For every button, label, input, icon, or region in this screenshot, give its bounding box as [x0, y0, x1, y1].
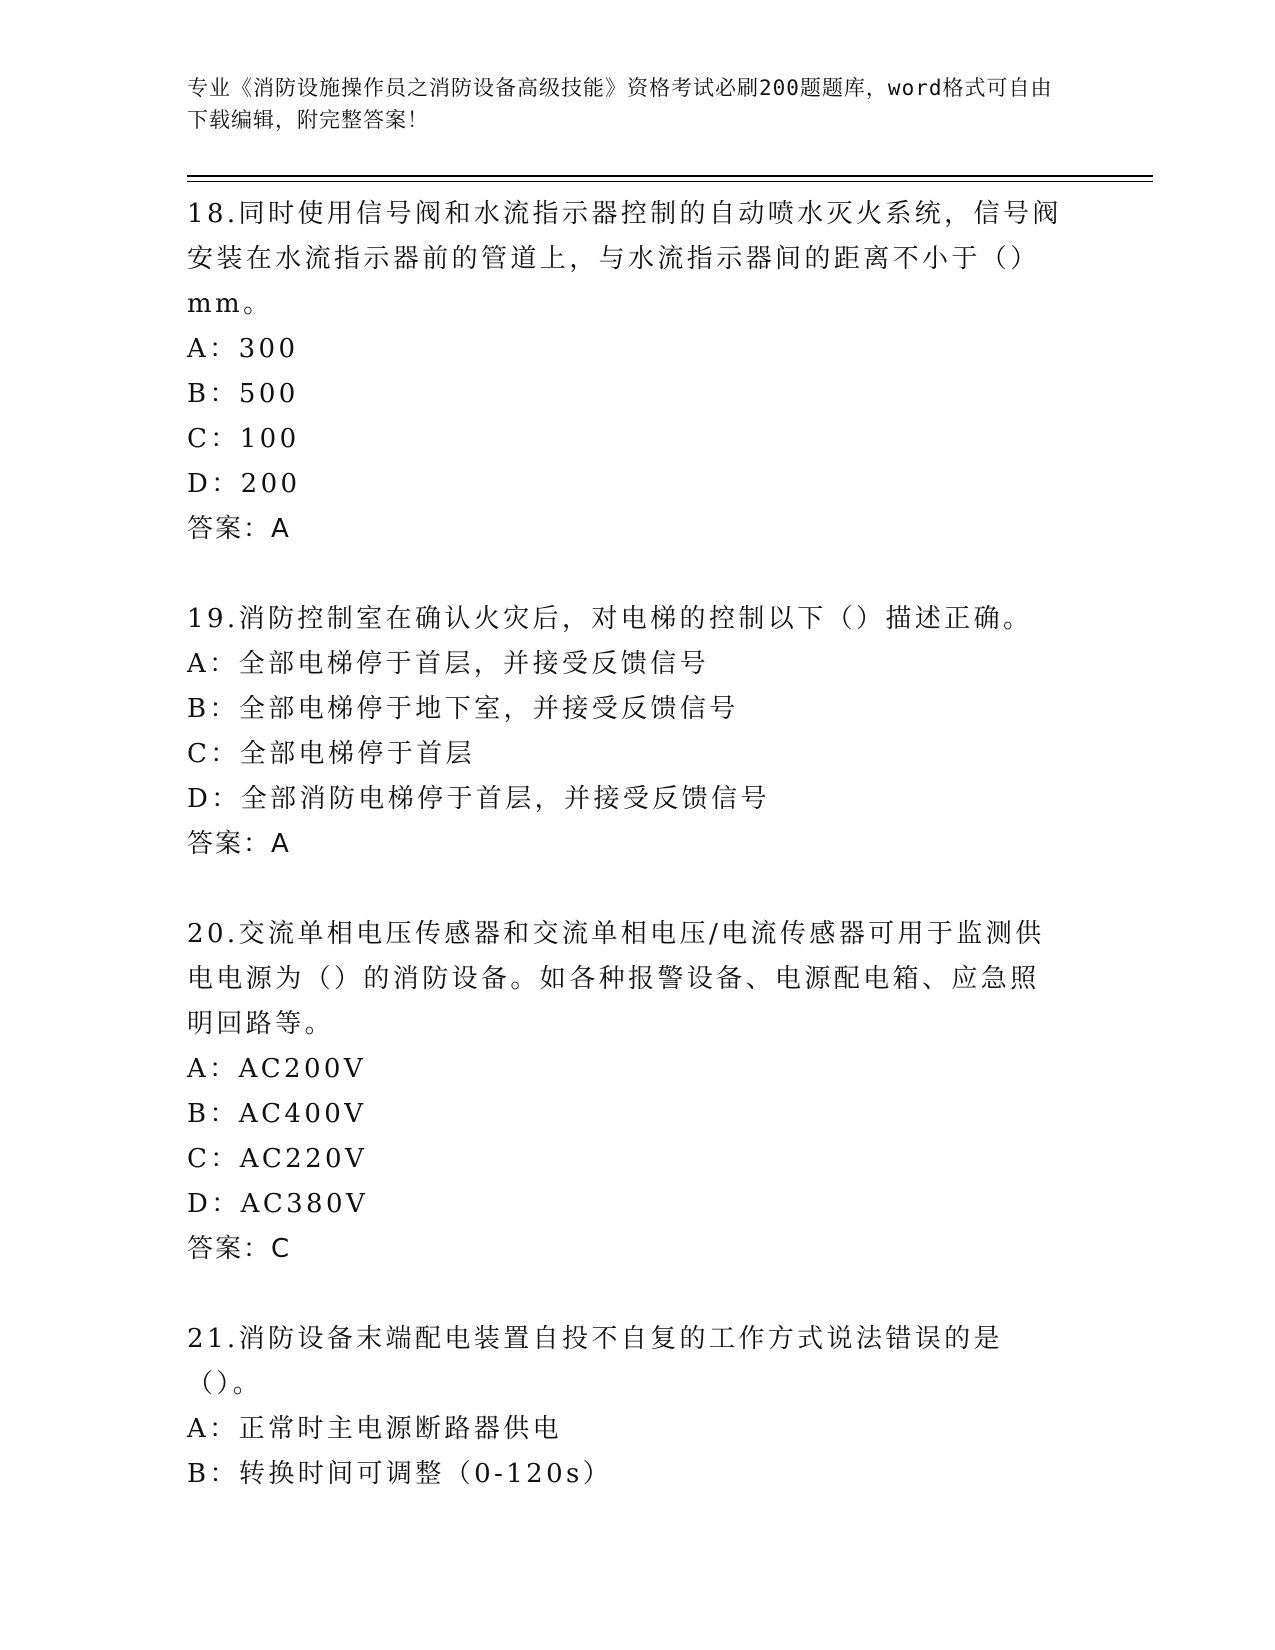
option-a: A：300 [187, 334, 299, 364]
spacer [187, 867, 1087, 912]
question-stem: 21.消防设备末端配电装置自投不自复的工作方式说法错误的是（）。 [187, 1324, 1003, 1399]
option-d: D：AC380V [187, 1189, 369, 1219]
option-a: A：AC200V [187, 1054, 367, 1084]
question-stem: 19.消防控制室在确认火灾后，对电梯的控制以下（）描述正确。 [187, 604, 1033, 634]
option-d: D：200 [187, 469, 301, 499]
option-b: B：转换时间可调整（0-120s） [187, 1459, 613, 1489]
option-b: B：全部电梯停于地下室，并接受反馈信号 [187, 694, 739, 724]
option-b: B：AC400V [187, 1099, 367, 1129]
answer: 答案：A [187, 829, 291, 859]
option-a: A：正常时主电源断路器供电 [187, 1414, 562, 1444]
header-rule-thick [187, 175, 1153, 177]
header-rule-thin [187, 181, 1153, 182]
spacer [187, 1272, 1087, 1317]
answer: 答案：C [187, 1234, 292, 1264]
question-19 [187, 597, 1087, 867]
answer: 答案：A [187, 514, 291, 544]
option-a: A：全部电梯停于首层，并接受反馈信号 [187, 649, 709, 679]
question-20 [187, 912, 1087, 1272]
question-stem: 18.同时使用信号阀和水流指示器控制的自动喷水灭火系统，信号阀安装在水流指示器前的管道上，与水流指示器间的距离不小于（）mm。 [187, 199, 1062, 319]
option-c: C：AC220V [187, 1144, 368, 1174]
question-list [187, 192, 1087, 1497]
option-b: B：500 [187, 379, 299, 409]
document-header: 专业《消防设施操作员之消防设备高级技能》资格考试必刷200题题库，word格式可自由下载编辑，附完整答案！ [187, 76, 1053, 132]
question-21 [187, 1317, 1087, 1497]
option-d: D：全部消防电梯停于首层，并接受反馈信号 [187, 784, 770, 814]
question-stem: 20.交流单相电压传感器和交流单相电压/电流传感器可用于监测供电电源为（）的消防设备。如各种报警设备、电源配电箱、应急照明回路等。 [187, 919, 1045, 1039]
option-c: C：全部电梯停于首层 [187, 739, 475, 769]
spacer [187, 552, 1087, 597]
question-18 [187, 192, 1087, 552]
option-c: C：100 [187, 424, 300, 454]
